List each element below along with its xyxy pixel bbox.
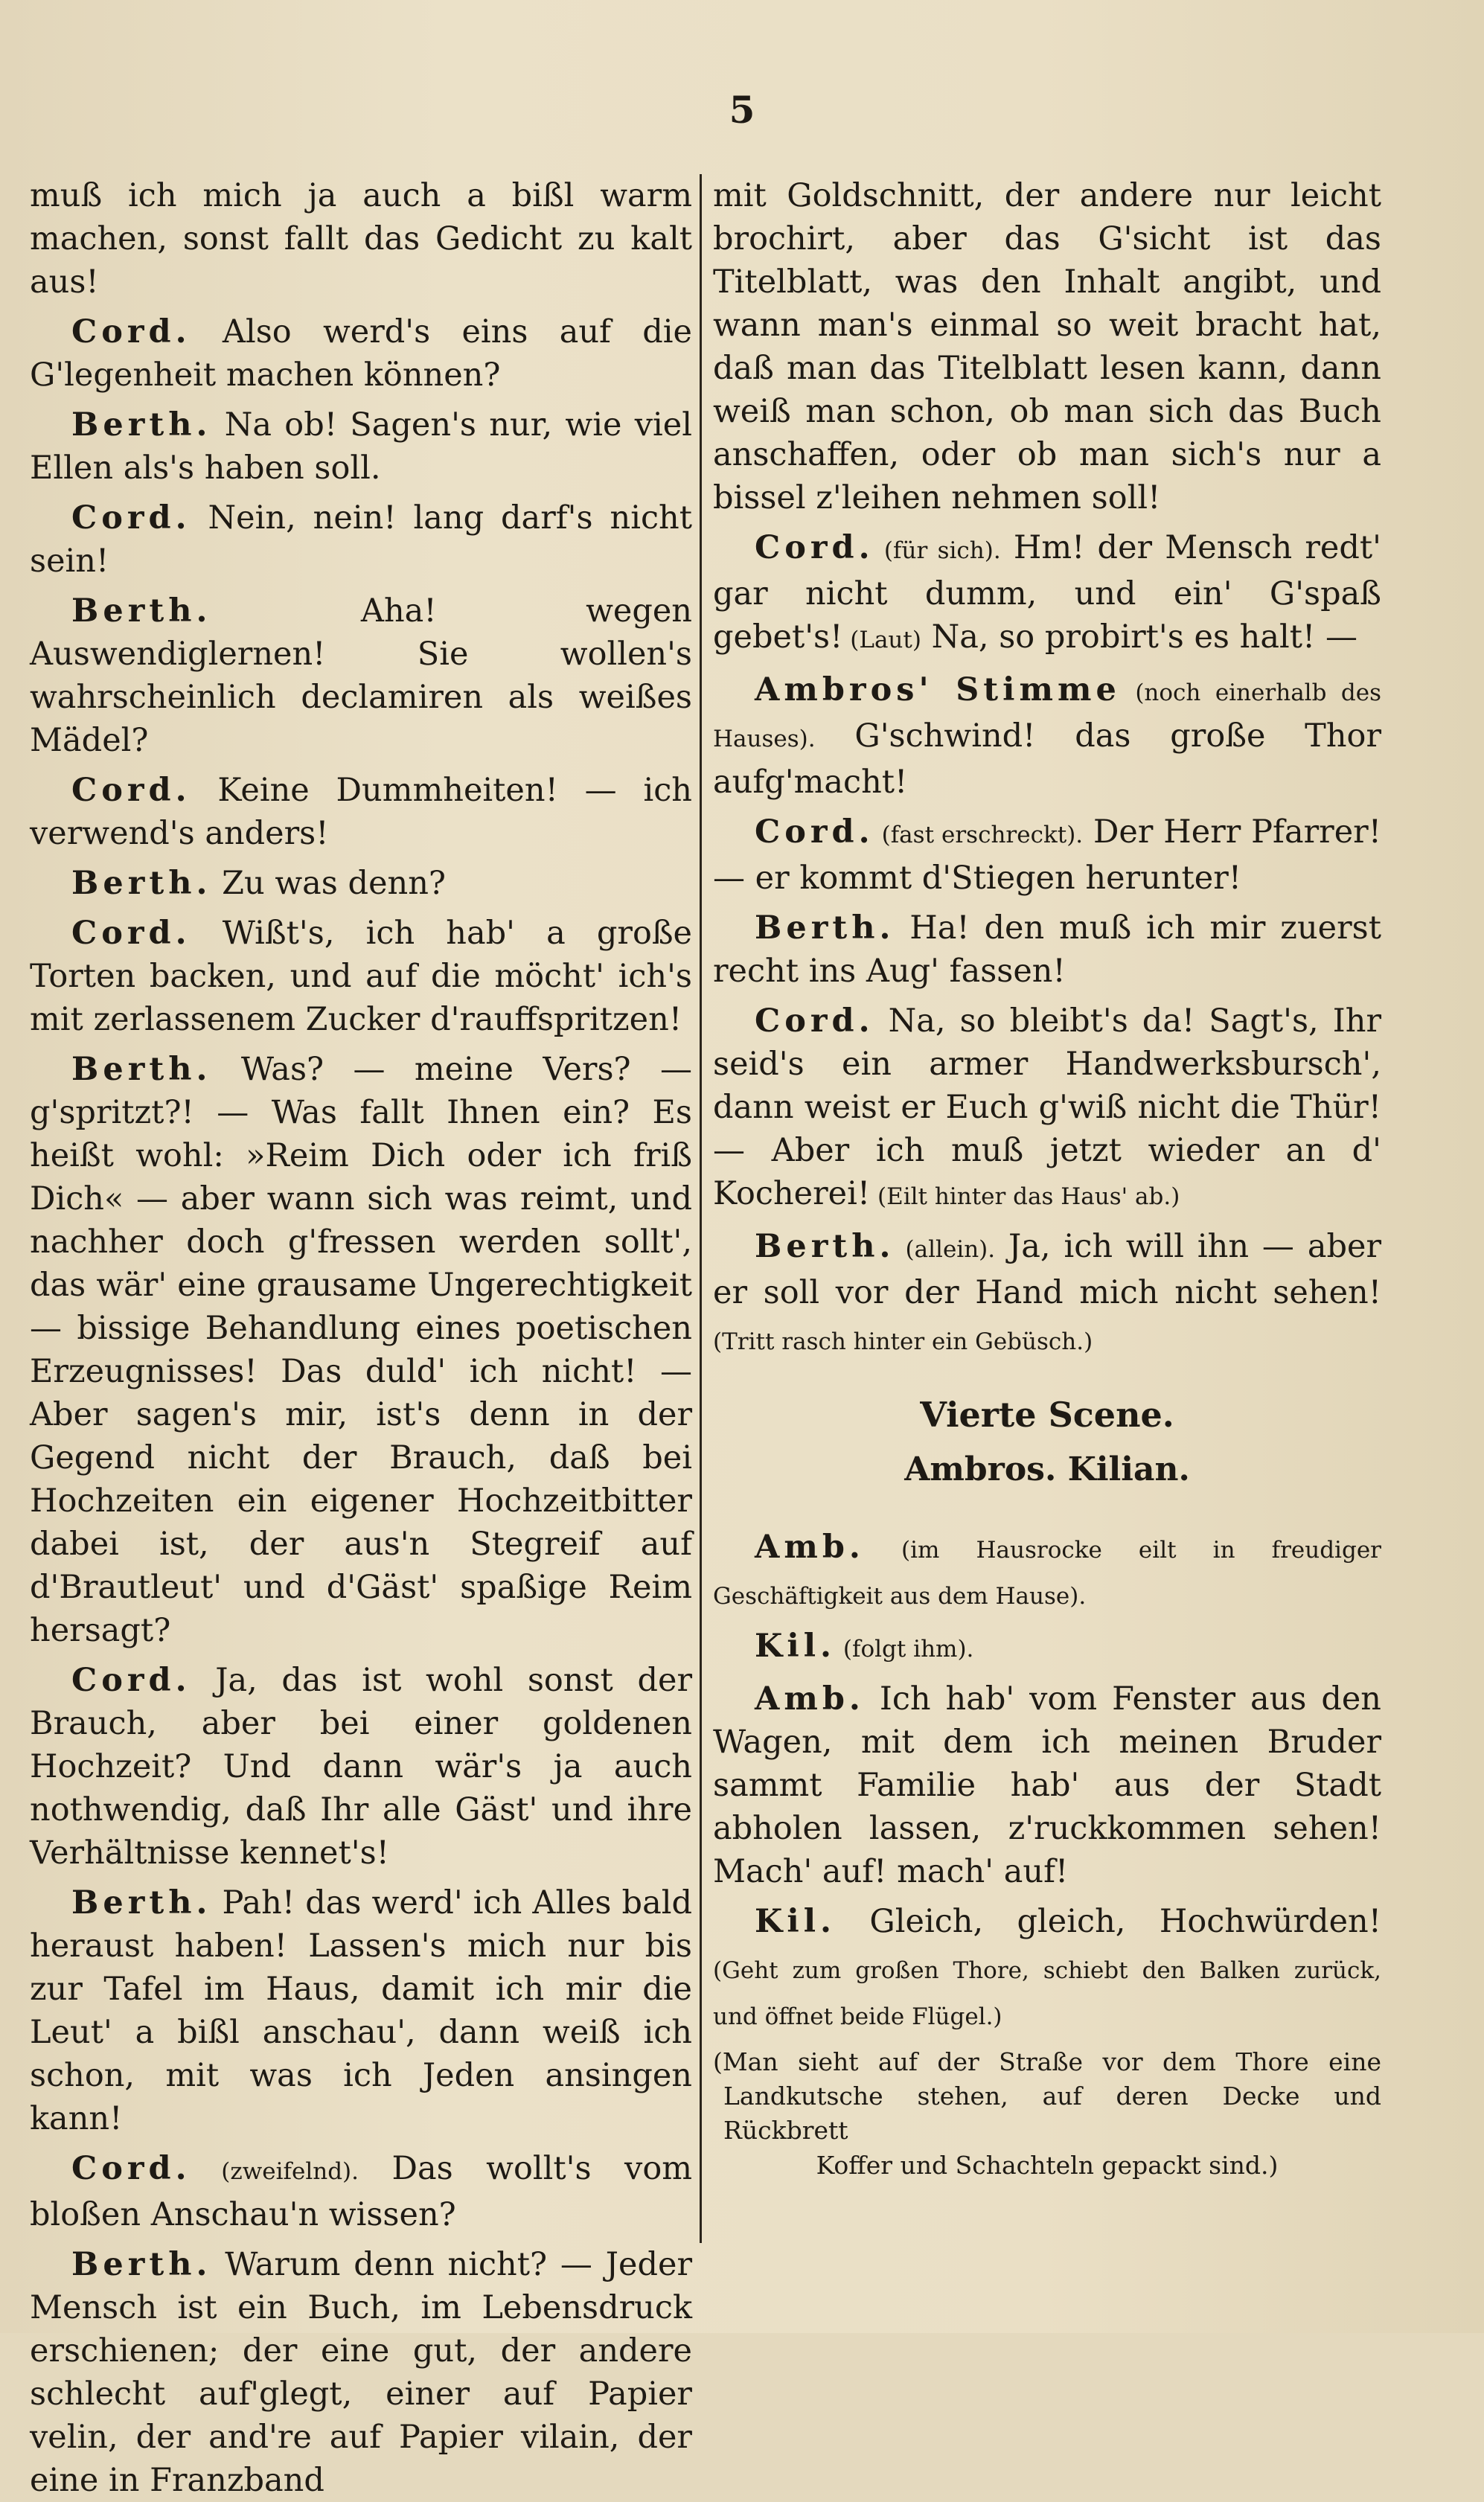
scene-characters: Ambros. Kilian. — [904, 1450, 1190, 1488]
dialogue-paragraph — [713, 1677, 1381, 1893]
stage-direction: (im Hausrocke eilt in freudiger Geschäftigkeit aus dem Hause). — [713, 1537, 1381, 1610]
speaker: Cord. — [755, 1002, 874, 1040]
stage-direction: (Eilt hinter das Haus' ab.) — [870, 1183, 1180, 1210]
dialogue-paragraph — [713, 526, 1381, 662]
dialogue-text: Aha! wegen Auswendiglernen! Sie wollen's wahrscheinlich declamiren als weißes Mädel? — [30, 592, 692, 759]
dialogue-text: Ja, ich will ihn — aber er soll vor der Hand mich nicht sehen! — [713, 1228, 1381, 1311]
page-number: 5 — [729, 88, 755, 132]
dialogue-paragraph — [30, 769, 692, 855]
speaker: Cord. — [71, 915, 191, 952]
dialogue-text: Ja, das ist wohl sonst der Brauch, aber bei einer goldenen Hochzeit? Und dann wär's ja auch nothwendig, daß Ihr alle Gäst' und ihre Verhältnisse kennet's! — [30, 1662, 692, 1872]
dialogue-text: Hm! der Mensch redt' gar nicht dumm, und ein' G'spaß gebet's! — [713, 529, 1381, 656]
speaker: Berth. — [755, 1228, 895, 1265]
dialogue-paragraph — [30, 310, 692, 397]
dialogue-paragraph — [30, 862, 692, 905]
stage-direction: (Tritt rasch hinter ein Gebüsch.) — [713, 1328, 1093, 1355]
dialogue-paragraph — [713, 174, 1381, 519]
dialogue-text: Nein, nein! lang darf's nicht sein! — [30, 499, 692, 580]
dialogue-paragraph — [30, 1659, 692, 1875]
speaker: Cord. — [71, 772, 191, 809]
dialogue-paragraph — [713, 1225, 1381, 1363]
dialogue-paragraph — [30, 403, 692, 490]
dialogue-text: Na ob! Sagen's nur, wie viel Ellen als's haben soll. — [30, 406, 692, 487]
dialogue-text: G'schwind! das große Thor aufg'macht! — [713, 717, 1381, 801]
column-divider — [700, 174, 702, 2243]
speaker: Cord. — [755, 529, 874, 566]
dialogue-paragraph — [30, 2243, 692, 2502]
speaker: Cord. — [71, 2150, 191, 2187]
dialogue-paragraph — [30, 496, 692, 583]
dialogue-text: Das wollt's vom bloßen Anschau'n wissen? — [30, 2150, 692, 2233]
dialogue-paragraph — [713, 1900, 1381, 2038]
dialogue-text: Na, so probirt's es halt! — — [921, 618, 1357, 656]
dialogue-text: Warum denn nicht? — Jeder Mensch ist ein Buch, im Lebensdruck erschienen; der eine gut, der andere schlecht auf'glegt, einer auf Papier velin, der and're auf Papier vilain, der eine in Franzband — [30, 2246, 692, 2499]
speaker: Ambros' Stimme — [755, 671, 1121, 708]
dialogue-text: Ha! den muß ich mir zuerst recht ins Aug' fassen! — [713, 909, 1381, 990]
dialogue-text: Keine Dummheiten! — ich verwend's anders! — [30, 772, 692, 852]
dialogue-paragraph — [713, 810, 1381, 900]
stage-direction: (zweifelnd). — [191, 2158, 359, 2185]
dialogue-paragraph — [713, 906, 1381, 993]
speaker: Cord. — [755, 813, 874, 851]
left-column — [30, 174, 692, 2499]
stage-direction: (Geht zum großen Thore, schiebt den Balken zurück, und öffnet beide Flügel.) — [713, 1957, 1381, 2030]
dialogue-text: mit Goldschnitt, der andere nur leicht brochirt, aber das G'sicht ist das Titelblatt, was den Inhalt angibt, und wann man's einmal so weit bracht hat, daß man das Titelblatt lesen kann, dann weiß man schon, ob man sich das Buch anschaffen, oder ob man sich's nur a bissel z'leihen nehmen soll! — [713, 177, 1381, 516]
speaker: Cord. — [71, 499, 191, 537]
dialogue-paragraph — [30, 589, 692, 762]
dialogue-text: Ich hab' vom Fenster aus den Wagen, mit dem ich meinen Bruder sammt Familie hab' aus der Stadt abholen lassen, z'ruckkommen sehen! Mach' auf! mach' auf! — [713, 1680, 1381, 1890]
dialogue-paragraph — [713, 1526, 1381, 1618]
dialogue-paragraph — [30, 2147, 692, 2236]
speaker: Cord. — [71, 1662, 191, 1699]
dialogue-text: Na, so bleibt's da! Sagt's, Ihr seid's ein armer Handwerksbursch', dann weist er Euch g'wiß nicht die Thür! — Aber ich muß jetzt wieder an d' Kocherei! — [713, 1002, 1381, 1212]
dialogue-paragraph — [30, 1881, 692, 2140]
dialogue-text: Also werd's eins auf die G'legenheit machen können? — [30, 313, 692, 394]
speaker: Berth. — [71, 1051, 212, 1088]
stage-direction: (allein). — [895, 1236, 996, 1263]
dialogue-paragraph — [713, 1625, 1381, 1671]
speaker: Amb. — [755, 1529, 865, 1566]
speaker: Kil. — [755, 1628, 837, 1665]
stage-direction-note-end: Koffer und Schachteln gepackt sind.) — [816, 2151, 1279, 2180]
speaker: Berth. — [71, 1884, 212, 1922]
dialogue-text: Zu was denn? — [211, 865, 446, 902]
speaker: Berth. — [71, 2246, 212, 2283]
right-column-dialogue — [713, 174, 1381, 1363]
dialogue-paragraph — [713, 668, 1381, 804]
dialogue-paragraph — [30, 1048, 692, 1652]
speaker: Kil. — [755, 1903, 837, 1940]
stage-direction: (Laut) — [842, 627, 921, 653]
speaker: Amb. — [755, 1680, 865, 1718]
stage-direction: (fast erschreckt). — [874, 822, 1084, 848]
dialogue-text: muß ich mich ja auch a bißl warm machen, sonst fallt das Gedicht zu kalt aus! — [30, 177, 692, 301]
right-column — [713, 174, 1381, 2258]
scene-heading: Vierte Scene. — [920, 1395, 1174, 1435]
stage-direction: (für sich). — [874, 537, 1001, 564]
right-column-dialogue-2 — [713, 1526, 1381, 2038]
dialogue-text: Was? — meine Vers? — g'spritzt?! — Was fallt Ihnen ein? Es heißt wohl: »Reim Dich oder ich friß Dich« — aber wann sich was reimt, und nachher doch g'fressen werden sollt', das wär' eine grausame Ungerechtigkeit — bissige Behandlung eines poetischen Erzeugnisses! Das duld' ich nicht! — Aber sagen's mir, ist's denn in der Gegend nicht der Brauch, daß bei Hochzeiten ein eigener Hochzeitbitter dabei ist, der aus'n Stegreif auf d'Brautleut' und d'Gäst' spaßige Reim hersagt? — [30, 1051, 692, 1649]
speaker: Berth. — [755, 909, 895, 947]
dialogue-text: Der Herr Pfarrer! — er kommt d'Stiegen herunter! — [713, 813, 1381, 897]
dialogue-text: Wißt's, ich hab' a große Torten backen, und auf die möcht' ich's mit zerlassenem Zucker d'rauffspritzen! — [30, 915, 692, 1038]
speaker: Berth. — [71, 406, 212, 444]
dialogue-paragraph — [30, 912, 692, 1041]
speaker: Cord. — [71, 313, 191, 351]
dialogue-text: Pah! das werd' ich Alles bald heraust haben! Lassen's mich nur bis zur Tafel im Haus, damit ich mir die Leut' a bißl anschau', dann weiß ich schon, mit was ich Jeden ansingen kann! — [30, 1884, 692, 2137]
stage-direction-note: (Man sieht auf der Straße vor dem Thore eine Landkutsche stehen, auf deren Decke und Rückbrett — [713, 2047, 1381, 2145]
dialogue-text: Gleich, gleich, Hochwürden! — [836, 1903, 1381, 1940]
speaker: Berth. — [71, 592, 212, 630]
stage-direction: (noch einerhalb des Hauses). — [713, 679, 1382, 752]
stage-direction: (folgt ihm). — [836, 1636, 974, 1663]
dialogue-paragraph — [713, 999, 1381, 1218]
dialogue-paragraph — [30, 174, 692, 304]
speaker: Berth. — [71, 865, 212, 902]
